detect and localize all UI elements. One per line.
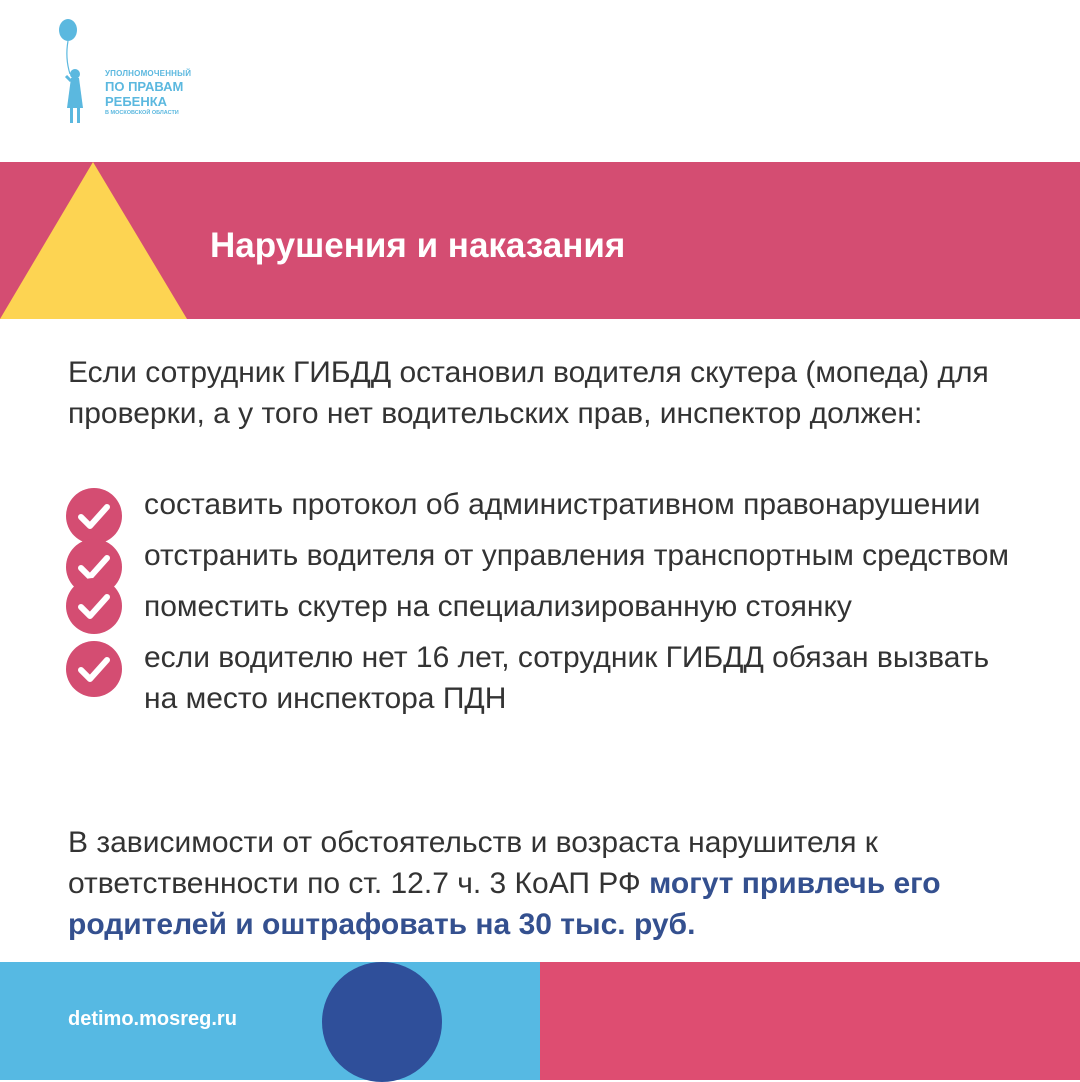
check-icon bbox=[66, 641, 122, 697]
outro-text: В зависимости от обстоятельств и возраста нарушителя к ответственности по ст. 12.7 ч. 3 КоАП РФ bbox=[68, 826, 878, 900]
list-item bbox=[66, 586, 1026, 627]
balloon-girl-icon bbox=[55, 18, 105, 130]
outro-paragraph bbox=[68, 822, 1058, 945]
action-list bbox=[66, 484, 1026, 729]
page-title: Нарушения и наказания bbox=[210, 226, 626, 265]
list-item-text: составить протокол об административном правонарушении bbox=[144, 488, 981, 521]
triangle-decoration bbox=[0, 162, 190, 319]
website-link[interactable]: detimo.mosreg.ru bbox=[68, 1008, 237, 1030]
check-icon bbox=[66, 578, 122, 634]
footer-right-band bbox=[540, 962, 1080, 1080]
outro-highlight: могут привлечь его родителей и оштрафовать на 30 тыс. руб. bbox=[68, 867, 941, 941]
logo-line-2: ПО ПРАВАМ bbox=[105, 79, 184, 94]
list-item-text: отстранить водителя от управления транспортным средством bbox=[144, 539, 1010, 572]
list-item bbox=[66, 484, 1026, 525]
list-item-text: если водителю нет 16 лет, сотрудник ГИБДД обязан вызвать на место инспектора ПДН bbox=[144, 641, 990, 715]
list-item bbox=[66, 637, 1026, 719]
logo bbox=[55, 18, 245, 130]
title-banner bbox=[0, 162, 1080, 319]
logo-line-1: УПОЛНОМОЧЕННЫЙ bbox=[105, 69, 192, 78]
footer-circle-decoration bbox=[322, 962, 442, 1082]
list-item bbox=[66, 535, 1026, 576]
intro-paragraph: Если сотрудник ГИБДД остановил водителя скутера (мопеда) для проверки, а у того нет водительских прав, инспектор должен: bbox=[68, 356, 989, 430]
logo-text bbox=[105, 70, 191, 117]
list-item-text: поместить скутер на специализированную стоянку bbox=[144, 590, 852, 623]
logo-line-4: В МОСКОВСКОЙ ОБЛАСТИ bbox=[105, 110, 179, 116]
logo-line-3: РЕБЕНКА bbox=[105, 94, 168, 109]
